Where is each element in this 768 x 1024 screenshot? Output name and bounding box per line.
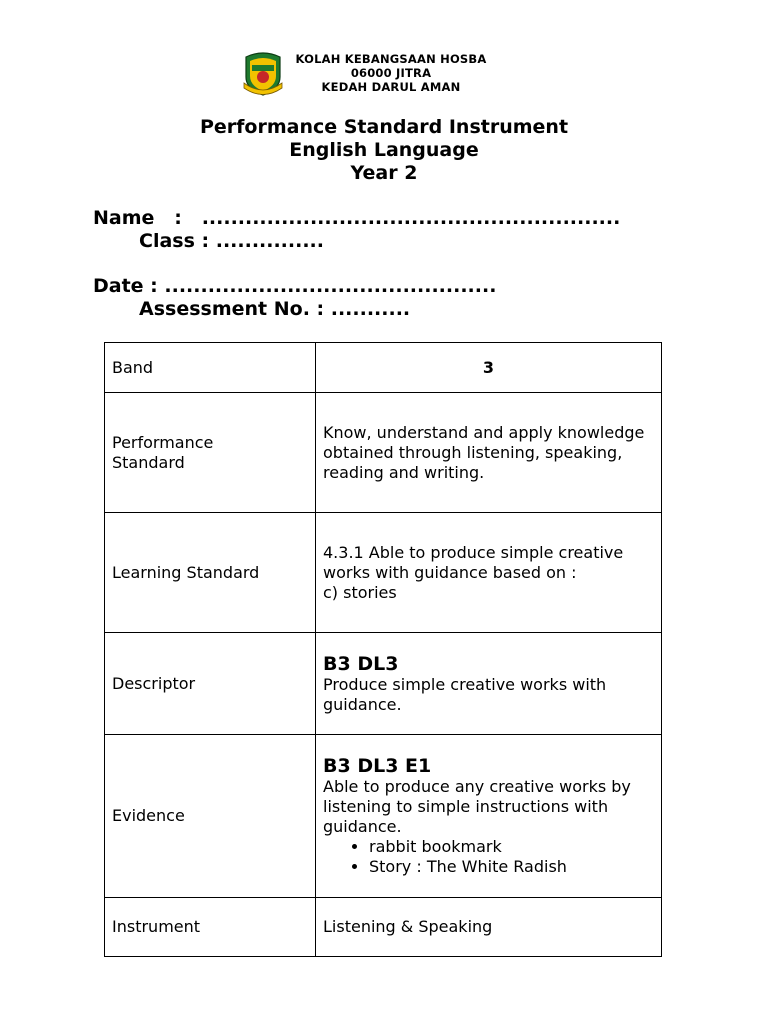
descriptor-code: B3 DL3 [323, 652, 399, 675]
title-line-1: Performance Standard Instrument [199, 116, 569, 138]
learning-standard-value: 4.3.1 Able to produce simple creative works with guidance based on : c) stories [316, 513, 662, 633]
list-item: • Story : The White Radish [369, 857, 654, 877]
evidence-label: Evidence [105, 735, 316, 898]
school-crest-icon [242, 51, 284, 97]
date-field: Date : .............................................. [93, 275, 497, 297]
assessment-number-field: Assessment No. : ........... [139, 298, 411, 320]
evidence-value: Able to produce any creative works by listening to simple instructions with guidance. [323, 777, 631, 836]
evidence-code: B3 DL3 E1 [323, 755, 432, 777]
name-field: Name : .......................................................... [93, 207, 621, 229]
table-row-performance-standard [105, 393, 662, 513]
title-line-3: Year 2 [350, 162, 418, 184]
descriptor-label: Descriptor [105, 633, 316, 735]
table-row-evidence [105, 735, 662, 898]
title-line-2: English Language [289, 139, 479, 161]
learning-standard-label: Learning Standard [105, 513, 316, 633]
table-row-instrument [105, 898, 662, 957]
table-row-band [105, 343, 662, 393]
evidence-cell [316, 735, 662, 898]
list-item: • rabbit bookmark [369, 837, 654, 857]
table-row-descriptor [105, 633, 662, 735]
band-label: Band [105, 343, 316, 393]
descriptor-value: Produce simple creative works with guidance. [323, 674, 607, 714]
school-address [280, 52, 502, 94]
band-value: 3 [316, 343, 662, 393]
document-title [0, 116, 768, 185]
table-row-learning-standard [105, 513, 662, 633]
performance-standard-label: Performance Standard [105, 393, 316, 513]
instrument-value: Listening & Speaking [316, 898, 662, 957]
school-postcode-town: 06000 JITRA [350, 66, 432, 80]
school-header [240, 50, 540, 100]
class-field: Class : ............... [139, 230, 324, 252]
evidence-list [323, 837, 654, 877]
school-name: KOLAH KEBANGSAAN HOSBA [295, 52, 487, 66]
performance-standard-table [104, 342, 662, 957]
performance-standard-value: Know, understand and apply knowledge obtained through listening, speaking, reading and writing. [316, 393, 662, 513]
instrument-label: Instrument [105, 898, 316, 957]
school-state: KEDAH DARUL AMAN [321, 80, 461, 94]
descriptor-cell [316, 633, 662, 735]
